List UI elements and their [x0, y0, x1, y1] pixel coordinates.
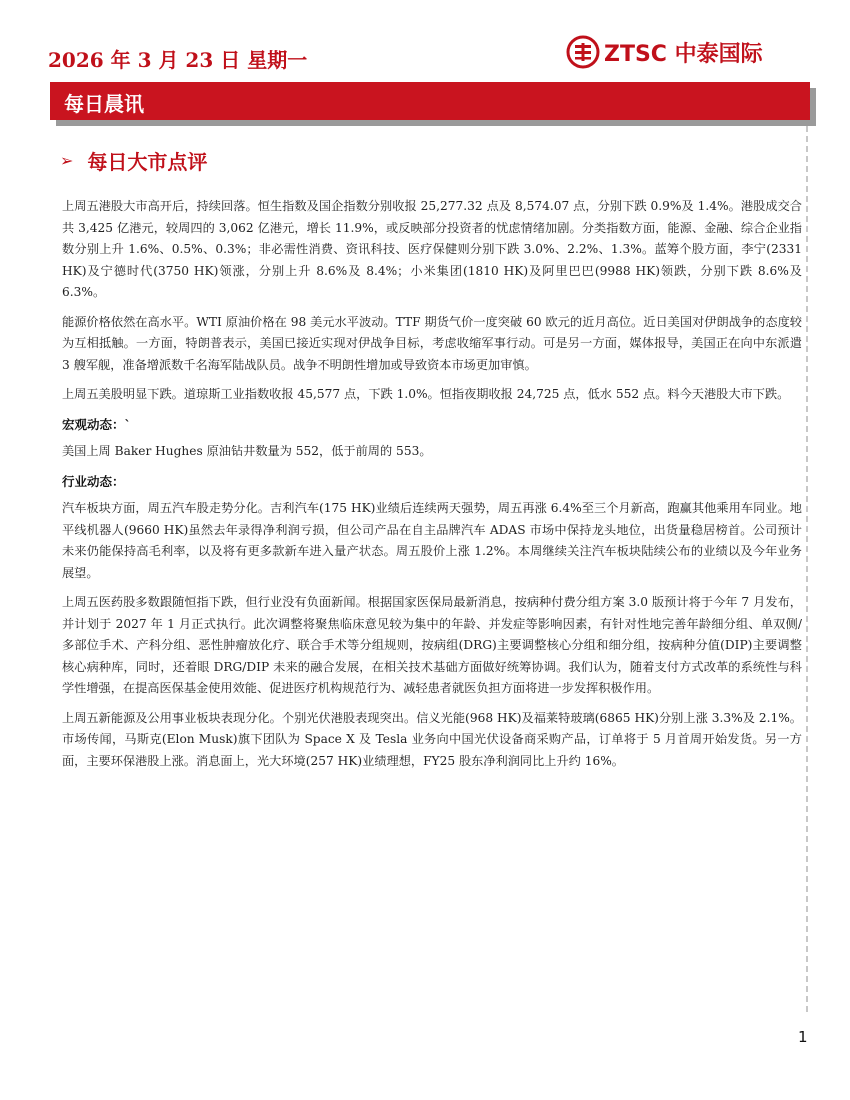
- company-logo: [566, 34, 763, 70]
- page-number: 1: [798, 1028, 808, 1046]
- paragraph-auto: 汽车板块方面，周五汽车股走势分化。吉利汽车(175 HK)业绩后连续两天强势，周五再涨 6.4%至三个月新高，跑赢其他乘用车同业。地平线机器人(9660 HK)虽然去年录得净利润亏损，但公司产品在自主品牌汽车 ADAS 市场中保持龙头地位，出货量稳居榜首。公司预计未来仍能保持高毛利率，以及将有更多款新车进入量产状态。周五股价上涨 1.2%。本周继续关注汽车板块陆续公布的业绩以及今年业务展望。: [62, 501, 802, 580]
- paragraph-new-energy: 上周五新能源及公用事业板块表现分化。个别光伏港股表现突出。信义光能(968 HK)及福莱特玻璃(6865 HK)分别上涨 3.3%及 2.1%。市场传闻，马斯克(Elon Musk)旗下团队为 Space X 及 Tesla 业务向中国光伏设备商采购产品，订单将于 5 月首周开始发货。另一方面，主要环保港股上涨。消息面上，光大环境(257 HK)业绩理想，FY25 股东净利润同比上升约 16%。: [62, 710, 802, 768]
- paragraph-energy: 能源价格依然在高水平。WTI 原油价格在 98 美元水平波动。TTF 期货气价一度突破 60 欧元的近月高位。近日美国对伊朗战争的态度较为互相抵触。一方面，特朗普表示，美国已接近实现对伊战争目标，考虑收缩军事行动。可是另一方面，媒体报导，美国正在向中东派遣 3 艘军舰，准备增派数千名海军陆战队员。战争不明朗性增加或导致资本市场更加审慎。: [62, 314, 802, 372]
- paragraph-market-summary: 上周五港股大市高开后，持续回落。恒生指数及国企指数分别收报 25,277.32 点及 8,574.07 点，分别下跌 0.9%及 1.4%。港股成交合共 3,425 亿港元，较周四的 3,062 亿港元，增长 11.9%，或反映部分投资者的忧虑情绪加剧。分类指数方面，能源、金融、综合企业指数分别上升 1.6%、0.5%、0.3%；非必需性消费、资讯科技、医疗保健则分别下跌 3.0%、2.2%、1.3%。蓝筹个股方面，李宁(2331 HK)及宁德时代(3750 HK)领涨，分别上升 8.6%及 8.4%；小米集团(1810 HK)及阿里巴巴(9988 HK)领跌，分别下跌 8.6%及 6.3%。: [62, 199, 802, 299]
- arrow-bullet-icon: ➢: [60, 151, 74, 170]
- paragraph-us-stocks: 上周五美股明显下跌。道琼斯工业指数收报 45,577 点，下跌 1.0%。恒指夜期收报 24,725 点，低水 552 点。料今天港股大市下跌。: [62, 387, 790, 401]
- paragraph-macro: 美国上周 Baker Hughes 原油钻井数量为 552，低于前周的 553。: [62, 444, 432, 458]
- right-divider: [806, 126, 808, 1012]
- section-title: 每日大市点评: [87, 150, 208, 174]
- report-title-banner: [50, 82, 810, 120]
- ztsc-logo-icon: [566, 35, 600, 69]
- paragraph-pharma: 上周五医药股多数跟随恒指下跌，但行业没有负面新闻。根据国家医保局最新消息，按病种付费分组方案 3.0 版预计将于今年 7 月发布，并计划于 2027 年 1 月正式执行。此次调整将聚焦临床意见较为集中的年龄、并发症等影响因素，有针对性地完善年龄细分组、单双侧/多部位手术、产科分组、恶性肿瘤放化疗、联合手术等分组规则，按病组(DRG)主要调整核心分组和细分组，按病种分值(DIP)主要调整核心病种库，同时，还着眼 DRG/DIP 未来的融合发展，在相关技术基础方面做好统筹协调。我们认为，随着支付方式改革的系统性与科学性增强，在提高医保基金使用效能、促进医疗机构规范行为、减轻患者就医负担方面将进一步发挥积极作用。: [62, 595, 802, 695]
- macro-heading: 宏观动态：`: [62, 416, 131, 432]
- logo-text: ZTSC 中泰国际: [604, 41, 763, 67]
- report-date: 2026 年 3 月 23 日 星期一: [48, 48, 308, 72]
- section-heading: [60, 146, 207, 175]
- article-body: [62, 196, 802, 780]
- report-title: 每日晨讯: [64, 92, 144, 116]
- industry-heading: 行业动态：: [62, 473, 125, 489]
